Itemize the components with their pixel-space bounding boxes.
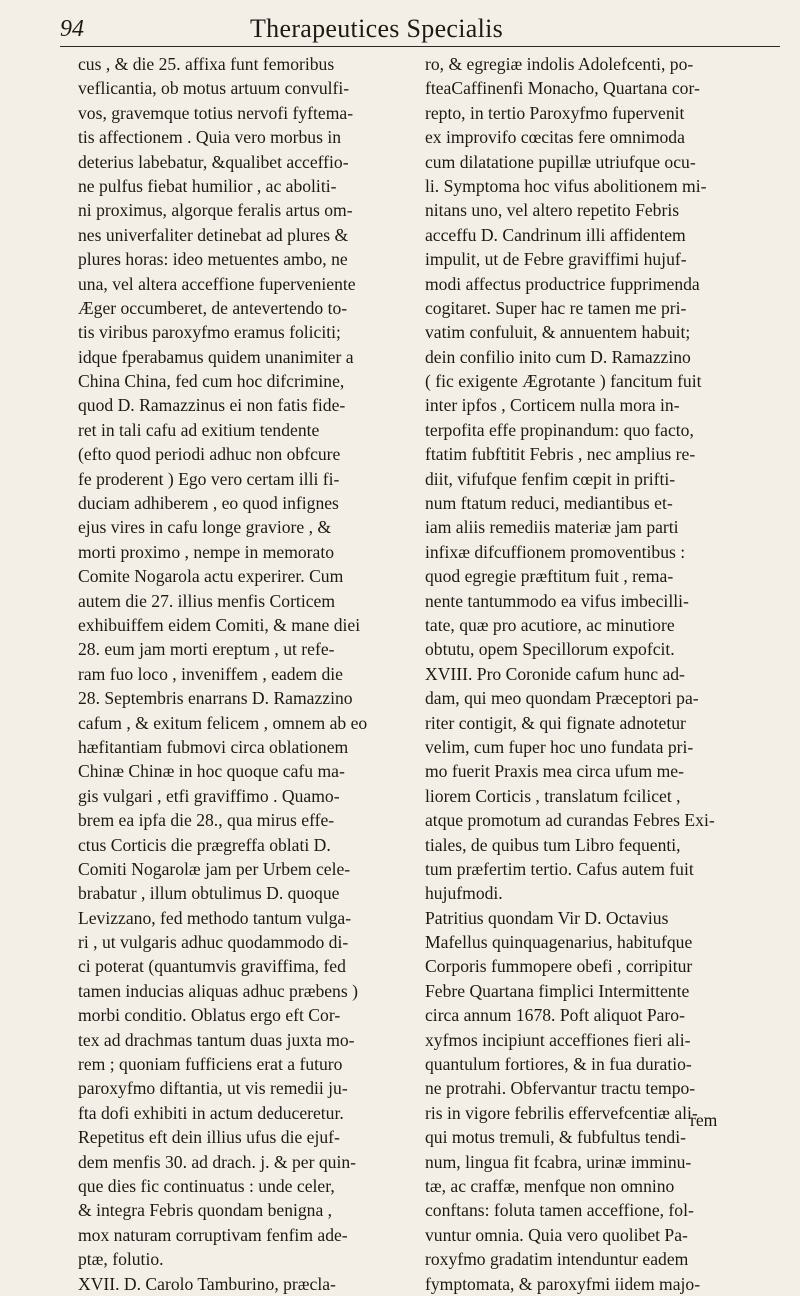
text-line: hujufmodi. [425, 883, 503, 904]
text-line: gis vulgari , etfi graviffimo . Quamo- [78, 785, 340, 806]
text-line: tum præfertim tertio. Cafus autem fuit [425, 858, 694, 879]
text-line: duciam adhiberem , eo quod infignes [78, 493, 339, 514]
text-line: brem ea ipfa die 28., qua mirus effe- [78, 810, 335, 831]
text-line: iam aliis remediis materiæ jam parti [425, 517, 679, 538]
text-line: XVIII. Pro Coronide cafum hunc ad- [425, 663, 685, 684]
text-line: quantulum fortiores, & in fua duratio- [425, 1054, 692, 1075]
text-line: ex improvifo cœcitas fere omnimoda [425, 127, 685, 148]
text-line: (efto quod periodi adhuc non obfcure [78, 444, 341, 465]
page-header [60, 10, 780, 47]
text-line: ctus Corticis die prægreffa oblati D. [78, 834, 331, 855]
text-line: quod egregie præftitum fuit , rema- [425, 566, 674, 587]
text-line: tis affectionem . Quia vero morbus in [78, 127, 342, 148]
text-line: Repetitus eft dein illius ufus die ejuf- [78, 1127, 340, 1148]
text-line: infixæ difcuffionem promoventibus : [425, 541, 686, 562]
text-line: tamen inducias aliquas adhuc præbens ) [78, 980, 358, 1001]
catchword: rem [690, 1110, 718, 1130]
text-line: autem die 27. illius menfis Corticem [78, 590, 336, 611]
text-line: ram fuo loco , inveniffem , eadem die [78, 663, 343, 684]
text-line: velim, cum fuper hoc uno fundata pri- [425, 736, 694, 757]
text-line: ci poterat (quantumvis graviffima, fed [78, 956, 346, 977]
text-line: nitans uno, vel altero repetito Febris [425, 200, 680, 221]
text-line: morbi conditio. Oblatus ergo eft Cor- [78, 1005, 341, 1026]
text-line: XVII. D. Carolo Tamburino, præcla- [78, 1273, 336, 1294]
text-line: Corporis fummopere obefi , corripitur [425, 956, 693, 977]
text-line: nes univerfaliter detinebat ad plures & [78, 224, 349, 245]
text-line: Mafellus quinquagenarius, habitufque [425, 932, 693, 953]
text-line: fta dofi exhibiti in actum deduceretur. [78, 1102, 344, 1123]
text-line: vos, gravemque totius nervofi fyftema- [78, 102, 354, 123]
text-line: ne pulfus fiebat humilior , ac aboliti- [78, 175, 337, 196]
text-line: paroxyfmo diftantia, ut vis remedii ju- [78, 1078, 348, 1099]
text-line: vuntur omnia. Quia vero quolibet Pa- [425, 1224, 688, 1245]
text-line: nente tantummodo ea vifus imbecilli- [425, 590, 689, 611]
text-line: acceffu D. Candrinum illi affidentem [425, 224, 686, 245]
text-line: fymptomata, & paroxyfmi iidem majo- [425, 1273, 701, 1294]
text-line: cum dilatatione pupillæ utriufque ocu- [425, 151, 696, 172]
text-line: tate, quæ pro acutiore, ac minutiore [425, 614, 675, 635]
text-line: tiales, de quibus tum Libro fequenti, [425, 834, 681, 855]
text-line: num ftatum reduci, mediantibus et- [425, 493, 673, 514]
text-line: dem menfis 30. ad drach. j. & per quin- [78, 1151, 357, 1172]
left-text-column [78, 52, 422, 1296]
text-line: num, lingua fit fcabra, urinæ imminu- [425, 1151, 692, 1172]
text-line: brabatur , illum obtulimus D. quoque [78, 883, 340, 904]
text-line: dam, qui meo quondam Præceptori pa- [425, 688, 699, 709]
text-line: Comiti Nogarolæ jam per Urbem cele- [78, 858, 351, 879]
running-title: Therapeutices Specialis [250, 14, 504, 43]
text-line: 28. eum jam morti ereptum , ut refe- [78, 639, 335, 660]
text-line: roxyfmo gradatim intenduntur eadem [425, 1249, 689, 1270]
text-line: cafum , & exitum felicem , omnem ab eo [78, 712, 368, 733]
text-line: Levizzano, fed methodo tantum vulga- [78, 907, 352, 928]
text-line: fe proderent ) Ego vero certam illi fi- [78, 468, 340, 489]
text-line: una, vel altera acceffione fuperveniente [78, 273, 356, 294]
text-line: conftans: foluta tamen acceffione, fol- [425, 1200, 694, 1221]
text-line: exhibuiffem eidem Comiti, & mane diei [78, 614, 361, 635]
text-line: circa annum 1678. Poft aliquot Paro- [425, 1005, 685, 1026]
text-line: China China, fed cum hoc difcrimine, [78, 371, 345, 392]
text-line: ro, & egregiæ indolis Adolefcenti, po- [425, 54, 694, 74]
text-line: inter ipfos , Corticem nulla mora in- [425, 395, 680, 416]
text-line: liorem Corticis , translatum fcilicet , [425, 785, 681, 806]
text-line: veflicantia, ob motus artuum convulfi- [78, 78, 350, 99]
text-line: li. Symptoma hoc vifus abolitionem mi- [425, 175, 707, 196]
text-line: morti proximo , nempe in memorato [78, 541, 335, 562]
text-line: ptæ, folutio. [78, 1249, 164, 1270]
text-line: ftatim fubftitit Febris , nec amplius re- [425, 444, 696, 465]
text-line: ne protrahi. Obfervantur tractu tempo- [425, 1078, 696, 1099]
text-line: cogitaret. Super hac re tamen me pri- [425, 297, 687, 318]
text-line: quod D. Ramazzinus ei non fatis fide- [78, 395, 346, 416]
text-line: rem ; quoniam fufficiens erat a futuro [78, 1054, 343, 1075]
text-line: tis viribus paroxyfmo eramus foliciti; [78, 322, 341, 343]
text-line: ni proximus, algorque feralis artus om- [78, 200, 353, 221]
text-line: Patritius quondam Vir D. Octavius [425, 907, 669, 928]
text-line: Febre Quartana fimplici Intermittente [425, 980, 690, 1001]
text-line: plures horas: ideo metuentes ambo, ne [78, 249, 348, 270]
text-line: Comite Nogarola actu experirer. Cum [78, 566, 344, 587]
text-line: dein confilio inito cum D. Ramazzino [425, 346, 691, 367]
text-line: impulit, ut de Febre graviffimi hujuf- [425, 249, 687, 270]
text-line: cus , & die 25. affixa funt femoribus [78, 54, 335, 74]
text-line: deterius labebatur, &qualibet acceffio- [78, 151, 349, 172]
text-line: modi affectus productrice fupprimenda [425, 273, 700, 294]
text-line: 28. Septembris enarrans D. Ramazzino [78, 688, 353, 709]
text-line: atque promotum ad curandas Febres Exi- [425, 810, 715, 831]
text-line: ( fic exigente Ægrotante ) fancitum fuit [425, 371, 702, 392]
text-line: Æger occumberet, de antevertendo to- [78, 297, 348, 318]
text-line: que dies fic continuatus : unde celer, [78, 1175, 335, 1196]
text-line: diit, vifufque fenfim cœpit in prifti- [425, 468, 676, 489]
text-line: mox naturam corruptivam fenfim ade- [78, 1224, 348, 1245]
text-line: terpofita effe propinandum: quo facto, [425, 419, 694, 440]
text-line: ri , ut vulgaris adhuc quodammodo di- [78, 932, 349, 953]
text-line: qui motus tremuli, & fubfultus tendi- [425, 1127, 686, 1148]
text-line: ret in tali cafu ad exitium tendente [78, 419, 320, 440]
text-line: ejus vires in cafu longe graviore , & [78, 517, 332, 538]
text-line: riter contigit, & qui fignate adnotetur [425, 712, 686, 733]
text-line: repto, in tertio Paroxyfmo fupervenit [425, 102, 685, 123]
text-line: fteaCaffinenfi Monacho, Quartana cor- [425, 78, 700, 99]
text-line: tæ, ac craffæ, menfque non omnino [425, 1175, 675, 1196]
text-line: hæfitantiam fubmovi circa oblationem [78, 736, 349, 757]
text-line: xyfmos incipiunt acceffiones fieri ali- [425, 1029, 691, 1050]
text-line: mo fuerit Praxis mea circa ufum me- [425, 761, 684, 782]
text-line: vatim confuluit, & annuentem habuit; [425, 322, 691, 343]
page-number: 94 [60, 16, 84, 42]
text-line: & integra Febris quondam benigna , [78, 1200, 333, 1221]
right-text-column [425, 52, 785, 1296]
text-line: ris in vigore febrilis effervefcentiæ ali- [425, 1102, 698, 1123]
text-line: tex ad drachmas tantum duas juxta mo- [78, 1029, 355, 1050]
text-line: idque fperabamus quidem unanimiter a [78, 346, 354, 367]
text-line: Chinæ Chinæ in hoc quoque cafu ma- [78, 761, 345, 782]
text-line: obtutu, opem Specillorum expofcit. [425, 639, 675, 660]
